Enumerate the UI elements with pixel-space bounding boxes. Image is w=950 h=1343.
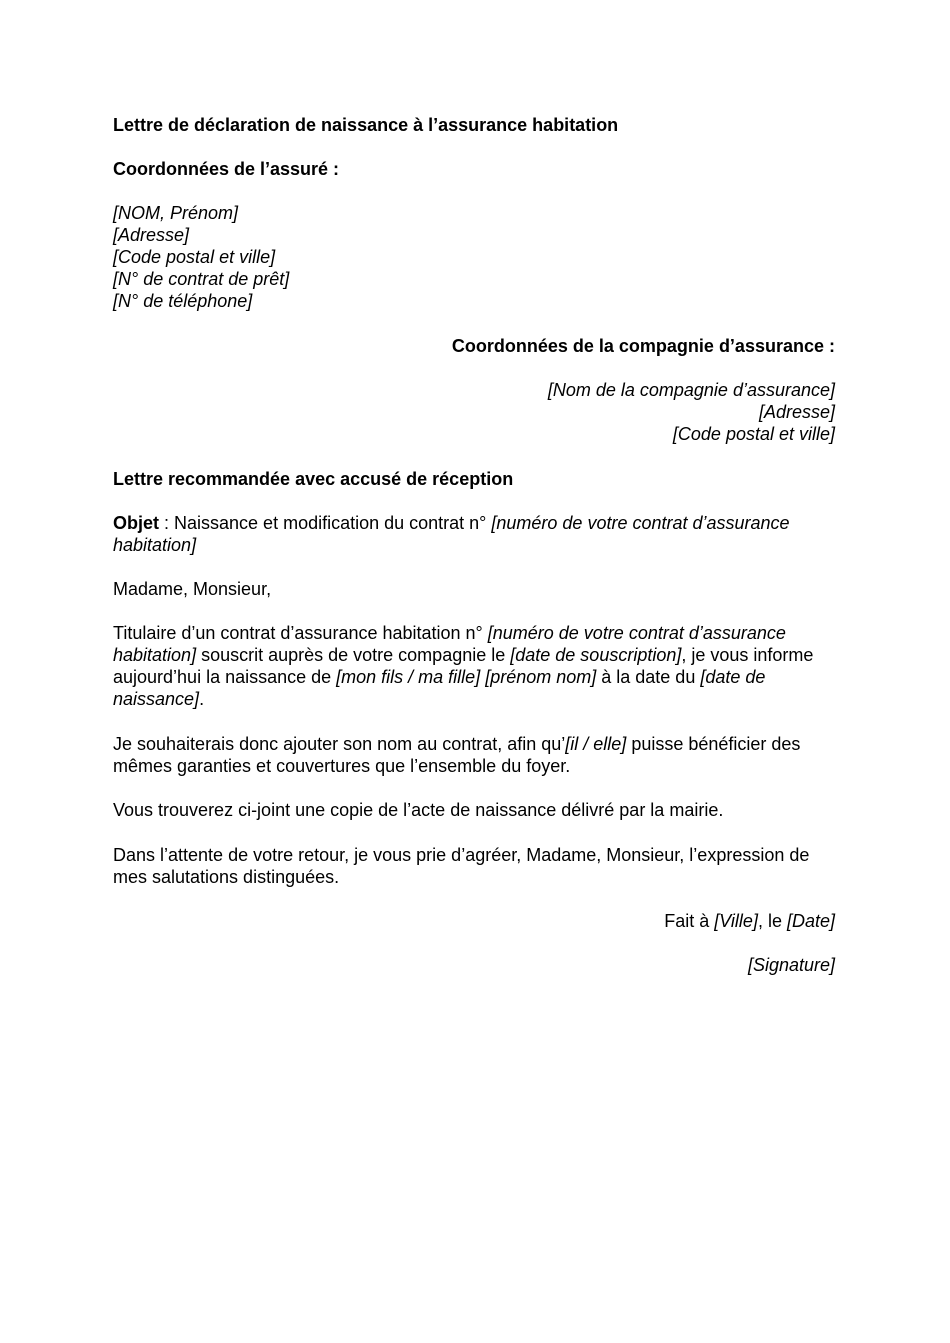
insurer-details xyxy=(113,379,835,445)
birth-date-placeholder: [date de naissance] xyxy=(113,667,766,709)
subject-contract-placeholder: [numéro de votre contrat d’assurance habitation] xyxy=(113,513,790,555)
insured-postal-city: [Code postal et ville] xyxy=(113,247,276,267)
paragraph-closing: Dans l’attente de votre retour, je vous prie d’agréer, Madame, Monsieur, l’expression de mes salutations distinguées. xyxy=(113,845,810,887)
paragraph-text: , je vous informe aujourd’hui la naissance de xyxy=(113,645,814,687)
city-placeholder: [Ville] xyxy=(714,911,758,931)
insured-address: [Adresse] xyxy=(113,225,190,245)
paragraph-contract xyxy=(113,622,835,710)
subject-line xyxy=(113,512,835,556)
paragraph-attachment: Vous trouverez ci-joint une copie de l’acte de naissance délivré par la mairie. xyxy=(113,800,724,820)
subscription-date-placeholder: [date de souscription] xyxy=(510,645,682,665)
pronoun-placeholder: [il / elle] xyxy=(565,734,627,754)
insured-name: [NOM, Prénom] xyxy=(113,203,239,223)
insured-heading: Coordonnées de l’assuré : xyxy=(113,159,340,179)
paragraph-text: . xyxy=(199,689,205,709)
paragraph-text: puisse bénéficier des mêmes garanties et couvertures que l’ensemble du foyer. xyxy=(113,734,801,776)
paragraph-text: Je souhaiterais donc ajouter son nom au contrat, afin qu’ xyxy=(113,734,566,754)
paragraph-text: Titulaire d’un contrat d’assurance habitation n° xyxy=(113,623,488,643)
letter-title: Lettre de déclaration de naissance à l’assurance habitation xyxy=(113,115,619,135)
contract-number-placeholder: [numéro de votre contrat d’assurance habitation] xyxy=(113,623,786,665)
insured-phone: [N° de téléphone] xyxy=(113,291,253,311)
child-placeholder: [mon fils / ma fille] [prénom nom] xyxy=(336,667,597,687)
subject-label: Objet xyxy=(113,513,160,533)
place-date-text: Fait à xyxy=(664,911,715,931)
subject-text: : Naissance et modification du contrat n° xyxy=(159,513,492,533)
salutation: Madame, Monsieur, xyxy=(113,579,272,599)
paragraph-text: souscrit auprès de votre compagnie le xyxy=(196,645,511,665)
insurer-name: [Nom de la compagnie d’assurance] xyxy=(547,380,835,400)
place-date-text: , le xyxy=(757,911,787,931)
date-placeholder: [Date] xyxy=(786,911,835,931)
paragraph-request xyxy=(113,733,835,777)
insured-details xyxy=(113,202,835,312)
insurer-postal-city: [Code postal et ville] xyxy=(672,424,835,444)
insurer-heading: Coordonnées de la compagnie d’assurance : xyxy=(451,336,835,356)
place-date-line xyxy=(113,910,835,932)
signature-placeholder: [Signature] xyxy=(747,955,835,975)
paragraph-text: à la date du xyxy=(596,667,701,687)
insured-loan-contract-number: [N° de contrat de prêt] xyxy=(113,269,290,289)
insurer-address: [Adresse] xyxy=(758,402,835,422)
registered-mail-notice: Lettre recommandée avec accusé de réception xyxy=(113,469,514,489)
